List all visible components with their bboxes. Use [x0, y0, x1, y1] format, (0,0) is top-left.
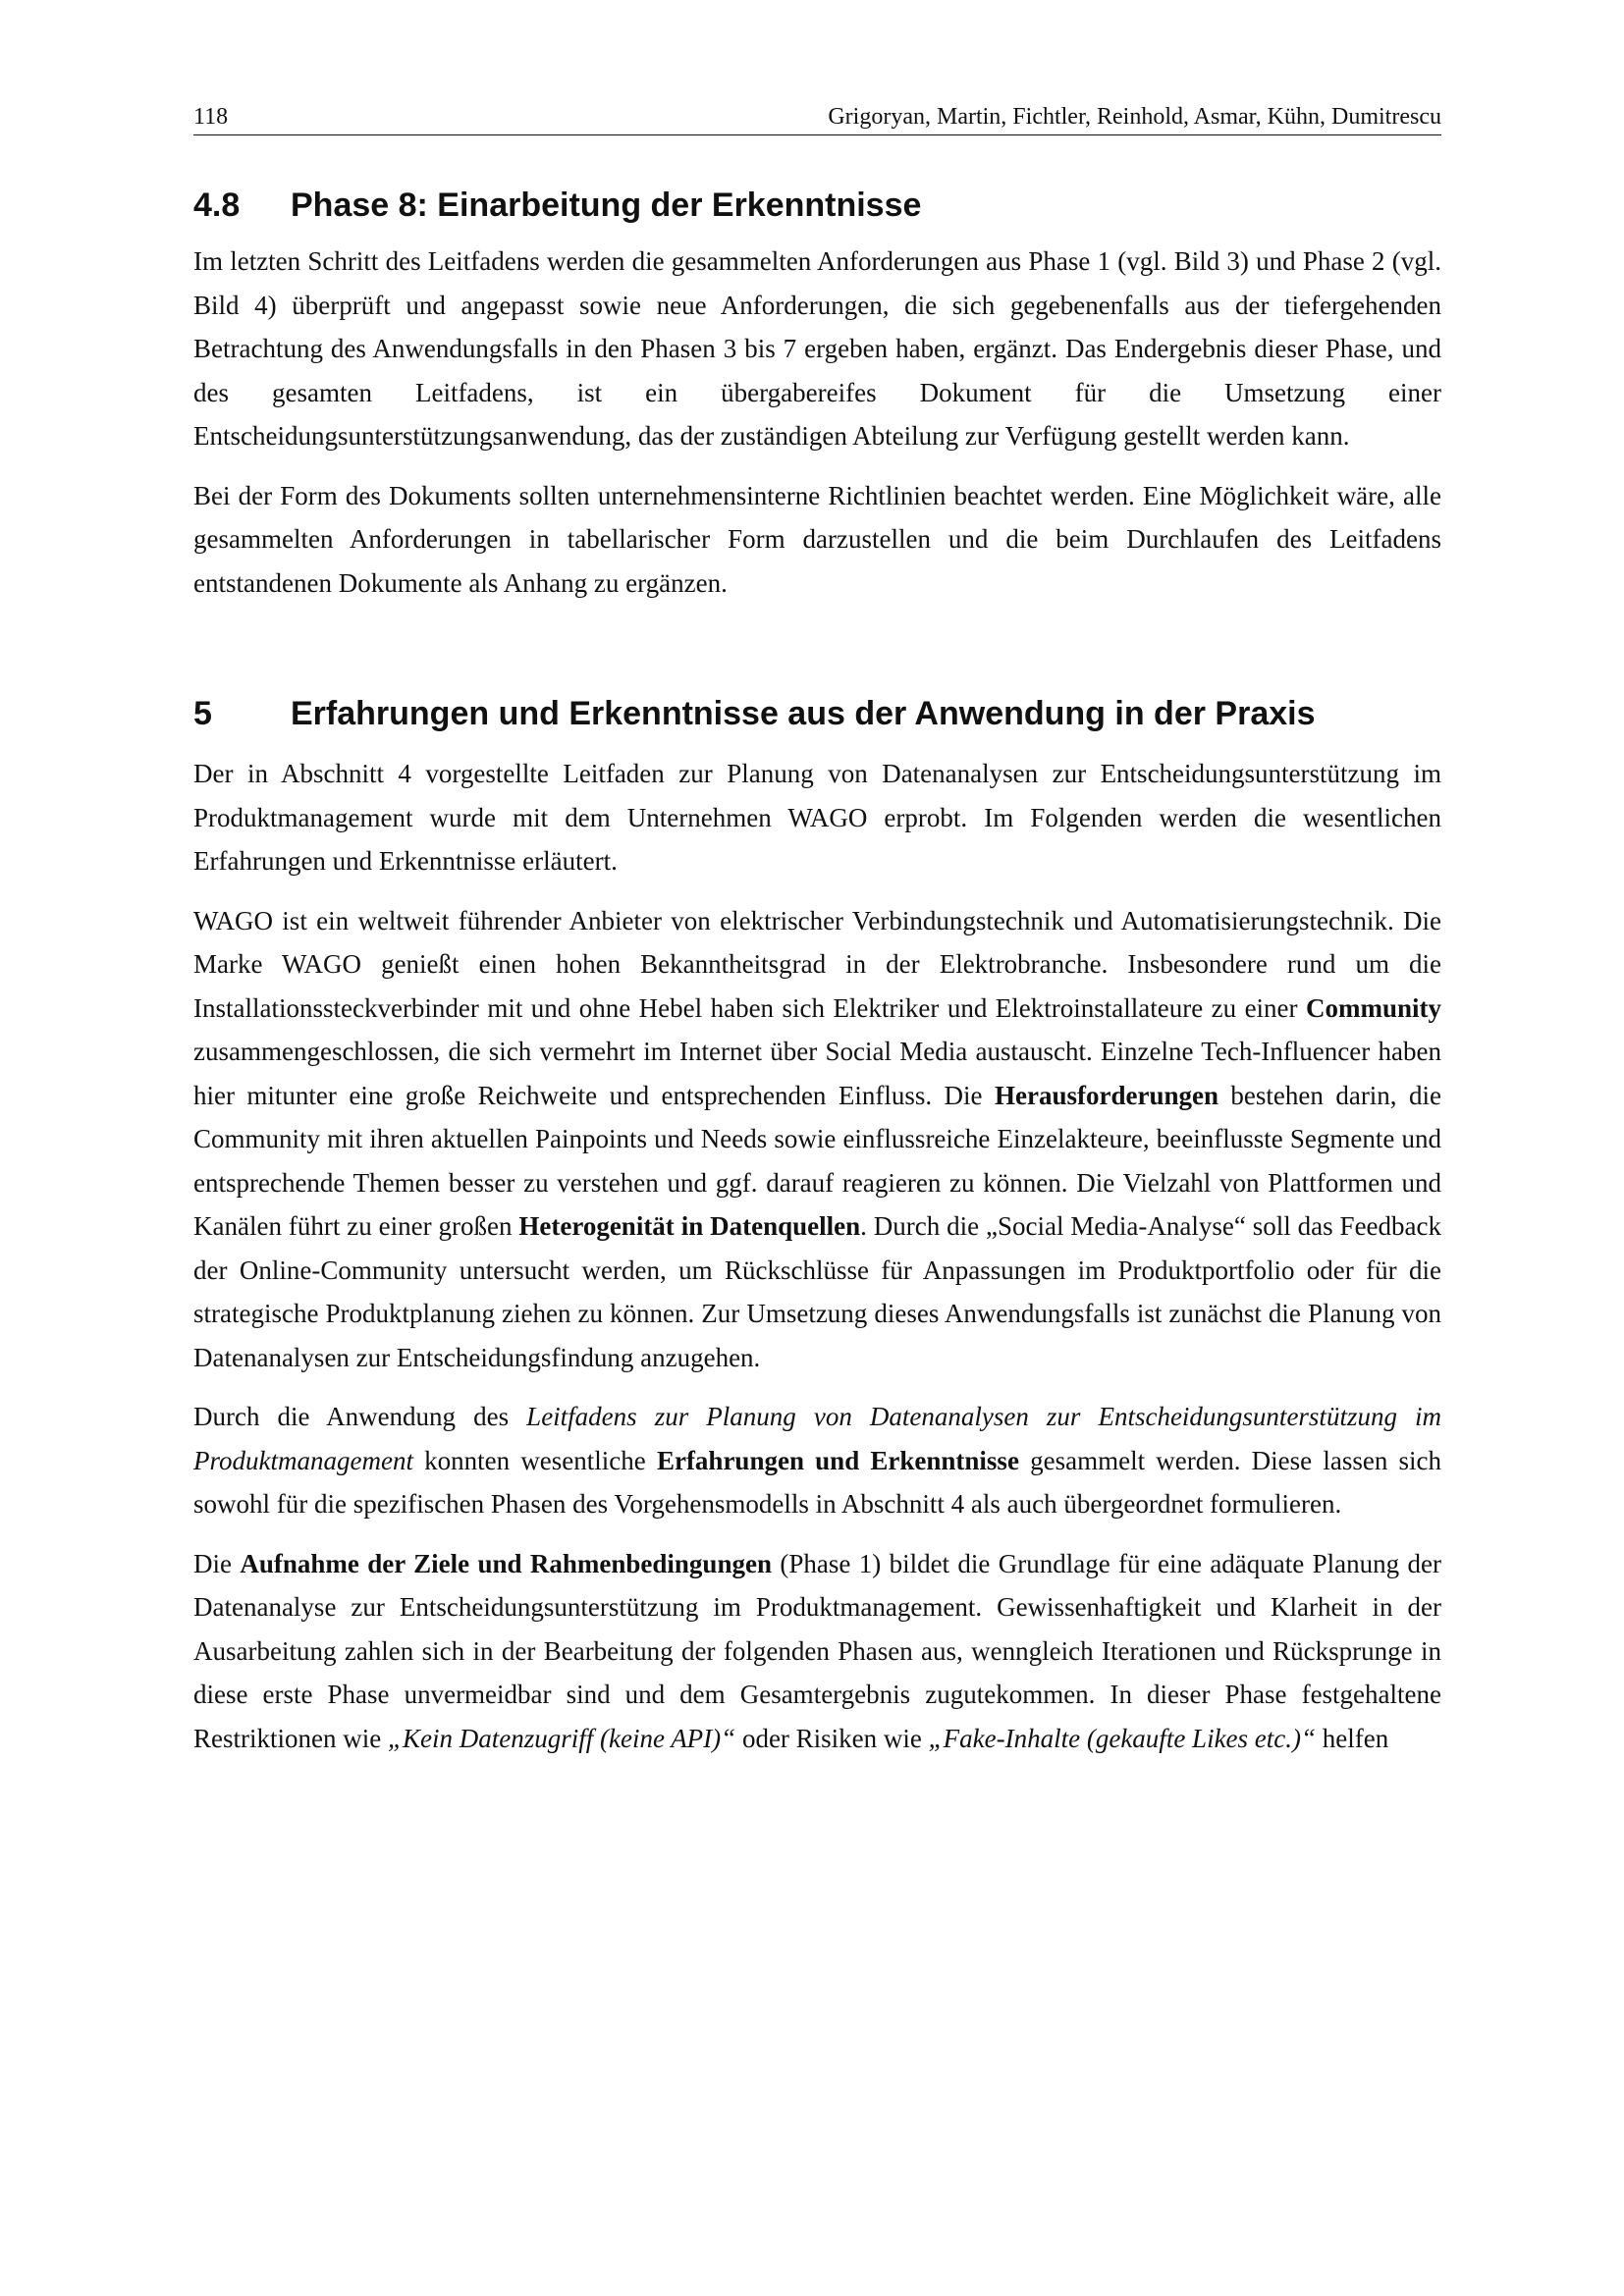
- italic-quote: „Kein Datenzugriff (keine API)“: [387, 1723, 736, 1753]
- page-number: 118: [193, 104, 229, 130]
- paragraph: Der in Abschnitt 4 vorgestellte Leitfaden zur Planung von Datenanalysen zur Entscheidungsunterstützung im Produktmanagement wurde mit dem Unternehmen WAGO erprobt. Im Folgenden werden die wesentlichen Erfahrungen und Erkenntnisse erläutert.: [193, 759, 1441, 876]
- text-run: oder Risiken wie: [735, 1723, 929, 1753]
- section-heading-5: [193, 692, 1441, 735]
- text-run: konnten wesentliche: [412, 1445, 657, 1475]
- author-list: Grigoryan, Martin, Fichtler, Reinhold, Asmar, Kühn, Dumitrescu: [828, 104, 1441, 130]
- section-heading-4-8: [193, 184, 1441, 227]
- text-run: gesammelt werden. Diese lassen sich sowohl für die spezifischen Phasen des Vorgehensmodells in Abschnitt 4 als auch übergeordnet formulieren.: [193, 1445, 1441, 1519]
- text-run: . Durch die „Social Media-Analyse“ soll das Feedback der Online-Community untersucht werden, um Rückschlüsse für Anpassungen im Produktportfolio oder für die strategische Produktplanung ziehen zu können. Zur Umsetzung dieses Anwendungsfalls ist zunächst die Planung von Datenanalysen zur Entscheidungsfindung anzugehen.: [193, 1211, 1442, 1372]
- bold-term: Heterogenität in Datenquellen: [518, 1211, 861, 1241]
- text-run: Die: [193, 1548, 241, 1578]
- document-page: [193, 103, 1441, 1776]
- text-run: WAGO ist ein weltweit führender Anbieter von elektrischer Verbindungstechnik und Automatisierungstechnik. Die Marke WAGO genießt einen hohen Bekanntheitsgrad in der Elektrobranche. Insbesondere rund um die Installationssteckverbinder mit und ohne Hebel haben sich Elektriker und Elektroinstallateure zu einer: [193, 905, 1441, 1023]
- bold-term: Community: [1305, 992, 1441, 1023]
- paragraph: Bei der Form des Dokuments sollten unternehmensinterne Richtlinien beachtet werden. Eine Möglichkeit wäre, alle gesammelten Anforderungen in tabellarischer Form darzustellen und die beim Durchlaufen des Leitfadens entstandenen Dokumente als Anhang zu ergänzen.: [193, 480, 1441, 598]
- paragraph: [193, 1542, 1441, 1761]
- section-title: Erfahrungen und Erkenntnisse aus der Anwendung in der Praxis: [291, 695, 1316, 732]
- running-header: [193, 103, 1441, 135]
- italic-title: Leitfadens zur Planung von Datenanalysen zur Entscheidungsunterstützung im Produktmanagement: [193, 1402, 1442, 1475]
- paragraph: Im letzten Schritt des Leitfadens werden die gesammelten Anforderungen aus Phase 1 (vgl. Bild 3) und Phase 2 (vgl. Bild 4) überprüft und angepasst sowie neue Anforderungen, die sich gegebenenfalls aus der tiefergehenden Betrachtung des Anwendungsfalls in den Phasen 3 bis 7 ergeben haben, ergänzt. Das Endergebnis dieser Phase, und des gesamten Leitfadens, ist ein übergabereifes Dokument für die Umsetzung einer Entscheidungsunterstützungsanwendung, das der zuständigen Abteilung zur Verfügung gestellt werden kann.: [193, 246, 1441, 451]
- text-run: Durch die Anwendung des: [193, 1402, 527, 1431]
- italic-quote: „Fake-Inhalte (gekaufte Likes etc.)“: [928, 1723, 1317, 1753]
- paragraph: [193, 1395, 1441, 1526]
- bold-term: Herausforderungen: [995, 1080, 1218, 1110]
- section-title: Phase 8: Einarbeitung der Erkenntnisse: [291, 187, 922, 224]
- section-number: 5: [193, 695, 212, 732]
- bold-term: Aufnahme der Ziele und Rahmenbedingungen: [240, 1548, 772, 1578]
- text-run: helfen: [1316, 1723, 1389, 1753]
- text-run: bestehen darin, die Community mit ihren aktuellen Painpoints und Needs sowie einflussreiche Einzelakteure, beeinflusste Segmente und entsprechende Themen besser zu verstehen und ggf. darauf reagieren zu können. Die Vielzahl von Plattformen und Kanälen führt zu einer großen: [193, 1080, 1441, 1241]
- section-number: 4.8: [193, 187, 241, 224]
- text-run: (Phase 1) bildet die Grundlage für eine adäquate Planung der Datenanalyse zur Entscheidungsunterstützung im Produktmanagement. Gewissenhaftigkeit und Klarheit in der Ausarbeitung zahlen sich in der Bearbeitung der folgenden Phasen aus, wenngleich Iterationen und Rücksprunge in diese erste Phase unvermeidbar sind und dem Gesamtergebnis zugutekommen. In dieser Phase festgehaltene Restriktionen wie: [193, 1548, 1441, 1753]
- text-run: zusammengeschlossen, die sich vermehrt im Internet über Social Media austauscht. Einzelne Tech-Influencer haben hier mitunter eine große Reichweite und entsprechenden Einfluss. Die: [193, 1037, 1441, 1110]
- paragraph: [193, 899, 1441, 1380]
- bold-term: Erfahrungen und Erkenntnisse: [656, 1445, 1019, 1475]
